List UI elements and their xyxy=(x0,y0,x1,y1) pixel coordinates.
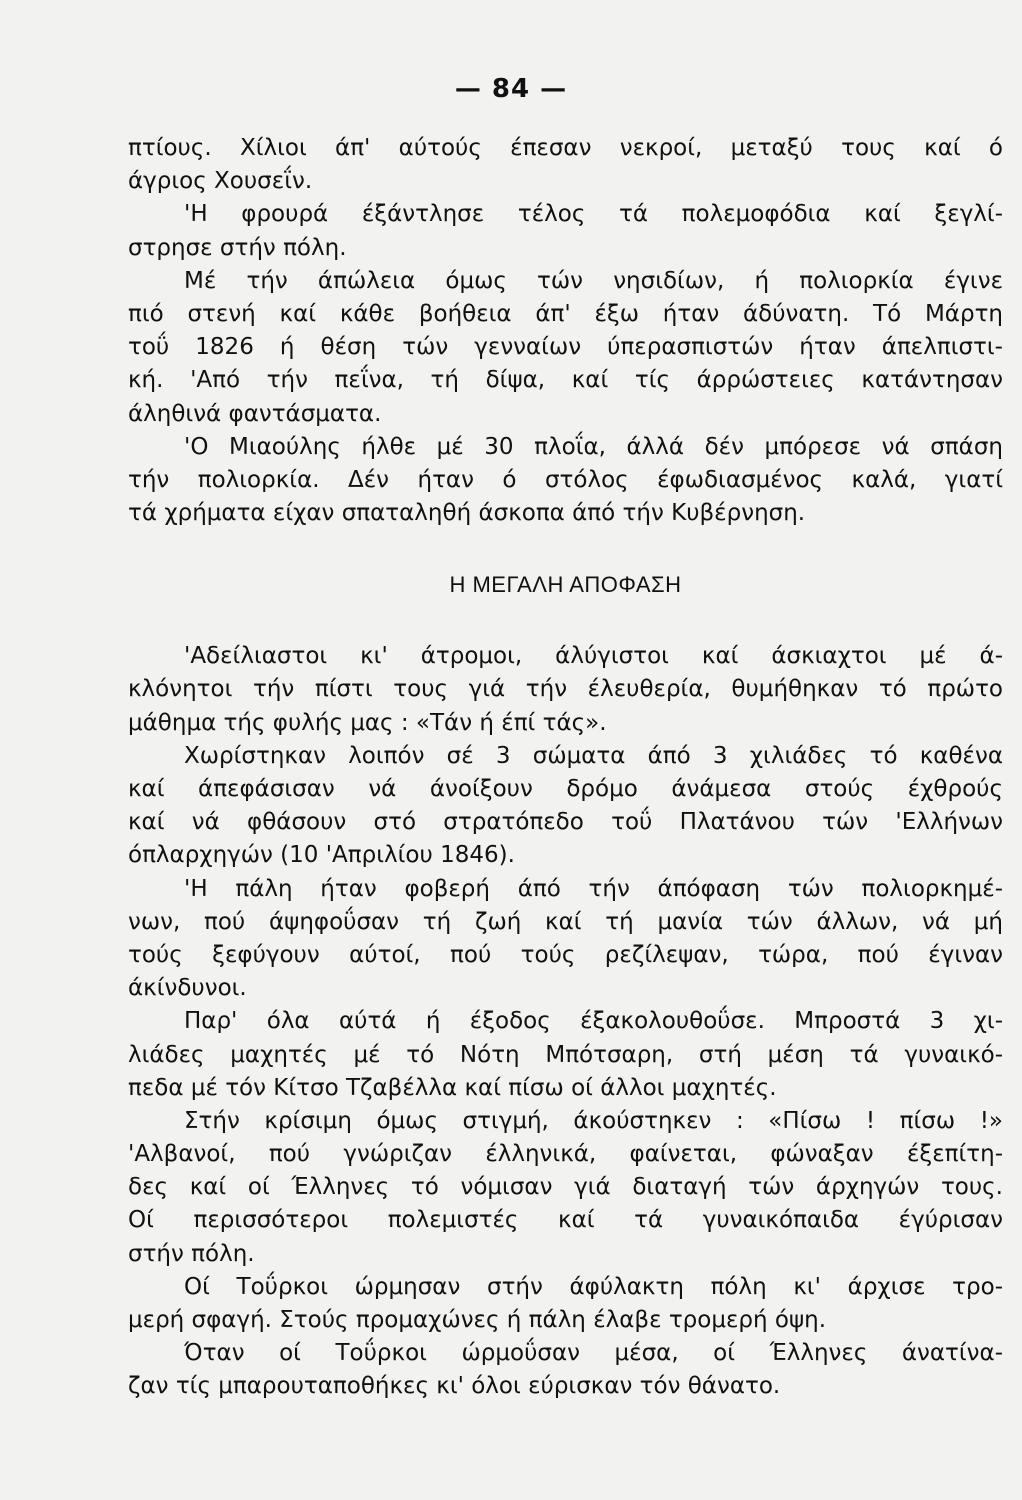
text-line: 'Η φρουρά έξάντλησε τέλος τά πολεμοφόδια καί ξεγλί- xyxy=(184,201,1003,228)
text-line: μερή σφαγή. Στούς προμαχώνες ή πάλη έλαβε τρομερή όψη. xyxy=(128,1307,827,1333)
text-line: καί νά φθάσουν στό στρατόπεδο τοΰ Πλατάνου τών 'Ελλήνων xyxy=(128,809,1003,836)
text-line: 'Ο Μιαούλης ήλθε μέ 30 πλοΐα, άλλά δέν μπόρεσε νά σπάση xyxy=(184,433,1003,460)
text-line: όπλαρχηγών (10 'Απριλίου 1846). xyxy=(128,842,515,869)
section-heading: Η ΜΕΓΑΛΗ ΑΠΟΦΑΣΗ xyxy=(449,572,682,598)
text-line: Όταν οί Τοΰρκοι ώρμοΰσαν μέσα, οί Έλληνες άνατίνα- xyxy=(184,1340,1003,1367)
text-line: Στήν κρίσιμη όμως στιγμή, άκούστηκεν : «Πίσω ! πίσω !» xyxy=(184,1107,1003,1134)
text-line: νων, πού άψηφοΰσαν τή ζωή καί τή μανία τών άλλων, νά μή xyxy=(128,908,1003,935)
text-line: κλόνητοι τήν πίστι τους γιά τήν έλευθερία, θυμήθηκαν τό πρώτο xyxy=(128,676,1003,703)
text-line: μάθημα τής φυλής μας : «Τάν ή έπί τάς». xyxy=(128,709,607,736)
text-line: στρησε στήν πόλη. xyxy=(128,234,347,261)
text-line: άγριος Χουσεΐν. xyxy=(128,168,313,195)
text-line: Οί Τοΰρκοι ώρμησαν στήν άφύλακτη πόλη κι' άρχισε τρο- xyxy=(184,1273,1003,1300)
text-line: πιό στενή καί κάθε βοήθεια άπ' έξω ήταν άδύνατη. Τό Μάρτη xyxy=(128,300,1003,327)
text-line: ζαν τίς μπαρουταποθήκες κι' όλοι εύρισκαν τόν θάνατο. xyxy=(128,1373,781,1400)
text-line: λιάδες μαχητές μέ τό Νότη Μπότσαρη, στή μέση τά γυναικό- xyxy=(128,1041,1003,1068)
text-line: 'Αδείλιαστοι κι' άτρομοι, άλύγιστοι καί άσκιαχτοι μέ ά- xyxy=(184,643,1003,670)
text-line: πτίους. Χίλιοι άπ' αύτούς έπεσαν νεκροί, μεταξύ τους καί ό xyxy=(128,135,1003,161)
text-line: Οί περισσότεροι πολεμιστές καί τά γυναικόπαιδα έγύρισαν xyxy=(128,1207,1003,1234)
text-line: άκίνδυνοι. xyxy=(128,975,247,1002)
paragraph-block-2 xyxy=(128,640,1003,1403)
text-line: δες καί οί Έλληνες τό νόμισαν γιά διαταγή τών άρχηγών τους. xyxy=(128,1174,1003,1201)
text-line: 'Η πάλη ήταν φοβερή άπό τήν άπόφαση τών πολιορκημέ- xyxy=(184,875,1003,902)
text-line: τά χρήματα είχαν σπαταληθή άσκοπα άπό τήν Κυβέρνηση. xyxy=(128,500,806,527)
text-line: στήν πόλη. xyxy=(128,1240,255,1267)
text-line: καί άπεφάσισαν νά άνοίξουν δρόμο άνάμεσα στούς έχθρούς xyxy=(128,776,1003,802)
text-line: τοΰ 1826 ή θέση τών γενναίων ύπερασπιστών ήταν άπελπιστι- xyxy=(128,334,1003,361)
paragraph-block-1 xyxy=(128,132,1003,530)
text-line: πεδα μέ τόν Κίτσο Τζαβέλλα καί πίσω οί άλλοι μαχητές. xyxy=(128,1074,777,1101)
text-line: Μέ τήν άπώλεια όμως τών νησιδίων, ή πολιορκία έγινε xyxy=(184,267,1003,294)
body-text xyxy=(128,132,1003,1404)
text-line: τούς ξεφύγουν αύτοί, πού τούς ρεζίλεψαν, τώρα, πού έγιναν xyxy=(128,941,1003,968)
text-line: Παρ' όλα αύτά ή έξοδος έξακολουθοΰσε. Μπροστά 3 χι- xyxy=(184,1008,1003,1035)
text-line: κή. 'Από τήν πεΐνα, τή δίψα, καί τίς άρρώστειες κατάντησαν xyxy=(128,367,1003,394)
text-line: 'Αλβανοί, πού γνώριζαν έλληνικά, φαίνεται, φώναξαν έξεπίτη- xyxy=(128,1141,1003,1168)
text-line: Χωρίστηκαν λοιπόν σέ 3 σώματα άπό 3 χιλιάδες τό καθένα xyxy=(184,742,1003,769)
text-line: άληθινά φαντάσματα. xyxy=(128,400,382,427)
page-number: — 84 — xyxy=(454,74,568,104)
text-line: τήν πολιορκία. Δέν ήταν ό στόλος έφωδιασμένος καλά, γιατί xyxy=(128,466,1003,493)
